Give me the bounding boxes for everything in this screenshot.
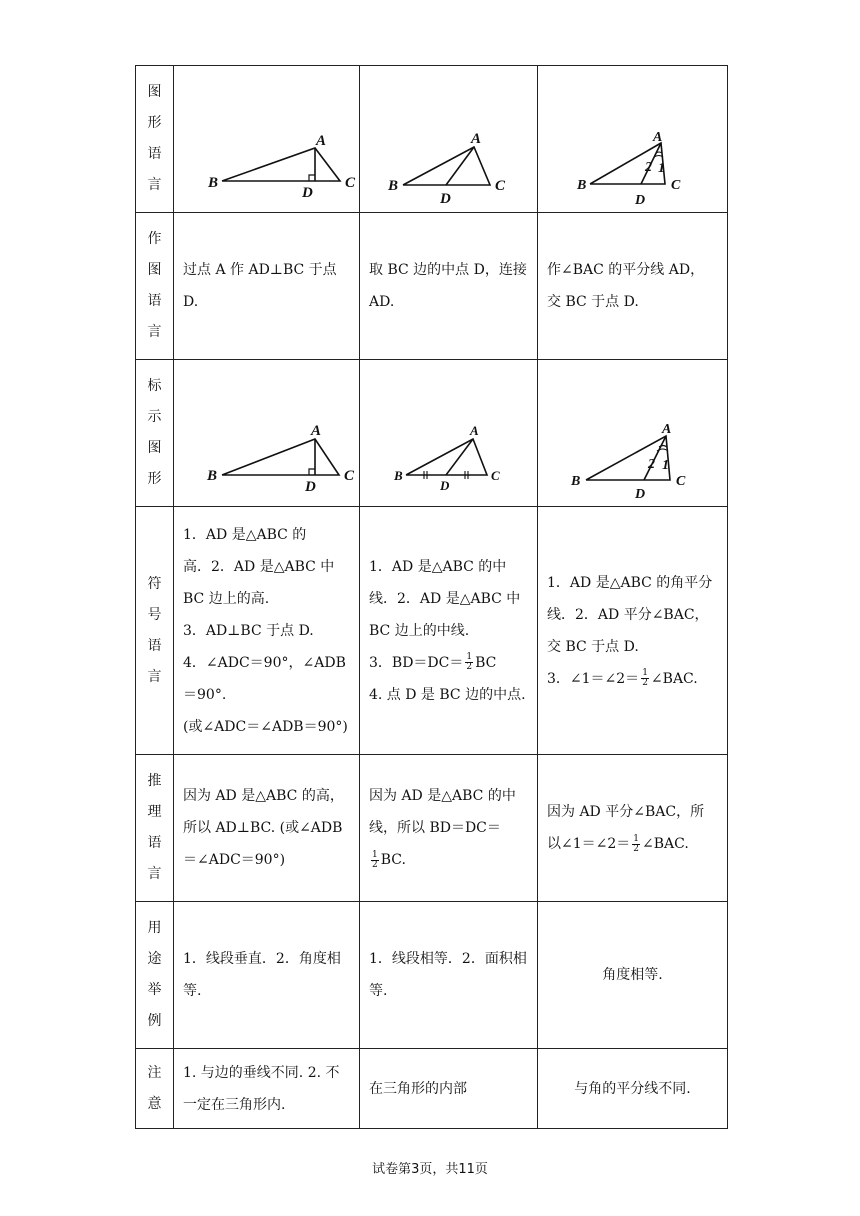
cell-figure-median <box>360 66 538 213</box>
fraction-one-half: $\frac{1}{2}$ <box>466 652 473 672</box>
label-a: A <box>653 130 663 145</box>
row-construct <box>136 213 728 360</box>
cell-note-median: 在三角形的内部 <box>360 1049 538 1129</box>
altitude-marked-diagram <box>174 383 359 495</box>
label-b: B <box>388 178 399 194</box>
cell-symbol-bisector: 1．AD 是△ABC 的角平分 线．2．AD 平分∠BAC， 交 BC 于点 D. 3．∠1＝∠2＝ $\frac{1}{2}$ ∠BAC. <box>538 507 728 755</box>
cell-usage-median: 1．线段相等．2．面积相 等. <box>360 902 538 1049</box>
fraction-one-half: $\frac{1}{2}$ <box>642 668 648 688</box>
cell-construct-median: 取 BC 边的中点 D，连接 AD. <box>360 213 538 360</box>
label-d: D <box>440 191 451 207</box>
altitude-diagram <box>174 89 359 201</box>
label-d: D <box>305 479 316 495</box>
label-a: A <box>471 131 482 147</box>
label-c: C <box>676 474 686 489</box>
cell-reasoning-median: 因为 AD 是△ABC 的中 线，所以 BD＝DC＝ $\frac{1}{2}$ BC. <box>360 755 538 902</box>
label-angle-1: 1 <box>658 161 665 176</box>
row-header-note: 注 意 <box>136 1049 174 1129</box>
bisector-marked-diagram <box>538 383 727 502</box>
row-note <box>136 1049 728 1129</box>
row-header-figure: 图 形 语 言 <box>136 66 174 213</box>
label-angle-1: 1 <box>662 458 669 473</box>
label-c: C <box>345 175 356 191</box>
label-c: C <box>671 178 681 193</box>
label-a: A <box>316 133 327 149</box>
row-header-marked: 标 示 图 形 <box>136 360 174 507</box>
label-b: B <box>577 178 587 193</box>
label-d: D <box>635 193 646 208</box>
label-a: A <box>470 423 479 438</box>
label-a: A <box>311 423 322 439</box>
page-footer: 试卷第3页，共11页 <box>372 1162 488 1177</box>
fraction-one-half: $\frac{1}{2}$ <box>633 833 640 854</box>
row-usage <box>136 902 728 1049</box>
cell-figure-altitude <box>174 66 360 213</box>
cell-note-bisector: 与角的平分线不同. <box>538 1049 728 1129</box>
bisector-diagram <box>538 89 727 208</box>
label-c: C <box>495 178 506 194</box>
label-c: C <box>344 468 355 484</box>
label-angle-2: 2 <box>645 160 652 175</box>
cell-reasoning-altitude: 因为 AD 是△ABC 的高， 所以 AD⊥BC. (或∠ADB ＝∠ADC＝90°) <box>174 755 360 902</box>
cell-marked-altitude <box>174 360 360 507</box>
median-diagram <box>360 89 537 207</box>
label-a: A <box>662 422 672 437</box>
row-marked <box>136 360 728 507</box>
row-header-symbol: 符 号 语 言 <box>136 507 174 755</box>
cell-marked-bisector <box>538 360 728 507</box>
fraction-one-half: $\frac{1}{2}$ <box>372 849 378 870</box>
row-header-construct: 作 图 语 言 <box>136 213 174 360</box>
cell-construct-bisector: 作∠BAC 的平分线 AD， 交 BC 于点 D. <box>538 213 728 360</box>
cell-symbol-altitude: 1．AD 是△ABC 的 高．2．AD 是△ABC 中 BC 边上的高. 3．AD⊥BC 于点 D. 4．∠ADC＝90°，∠ADB ＝90°. (或∠ADC＝∠ADB＝90°) <box>174 507 360 755</box>
cell-construct-altitude: 过点 A 作 AD⊥BC 于点 D. <box>174 213 360 360</box>
cell-marked-median <box>360 360 538 507</box>
label-b: B <box>571 474 581 489</box>
cell-reasoning-bisector: 因为 AD 平分∠BAC，所 以∠1＝∠2＝ $\frac{1}{2}$ ∠BAC. <box>538 755 728 902</box>
cell-note-altitude: 1. 与边的垂线不同. 2. 不 一定在三角形内. <box>174 1049 360 1129</box>
label-b: B <box>207 468 218 484</box>
label-d: D <box>635 487 646 502</box>
row-header-reasoning: 推 理 语 言 <box>136 755 174 902</box>
label-d: D <box>440 478 450 493</box>
cell-symbol-median: 1．AD 是△ABC 的中 线．2．AD 是△ABC 中 BC 边上的中线. 3．BD＝DC＝ $\frac{1}{2}$ BC 4. 点 D 是 BC 边的中点. <box>360 507 538 755</box>
cell-usage-bisector: 角度相等. <box>538 902 728 1049</box>
row-reasoning <box>136 755 728 902</box>
label-angle-2: 2 <box>648 457 655 472</box>
row-symbol <box>136 507 728 755</box>
row-figure <box>136 66 728 213</box>
label-b: B <box>394 468 403 483</box>
cell-figure-bisector <box>538 66 728 213</box>
label-d: D <box>302 185 313 201</box>
comparison-table <box>135 65 728 1129</box>
row-header-usage: 用 途 举 例 <box>136 902 174 1049</box>
label-c: C <box>491 468 500 483</box>
cell-usage-altitude: 1．线段垂直．2．角度相 等. <box>174 902 360 1049</box>
median-marked-diagram <box>360 383 537 493</box>
label-b: B <box>208 175 219 191</box>
